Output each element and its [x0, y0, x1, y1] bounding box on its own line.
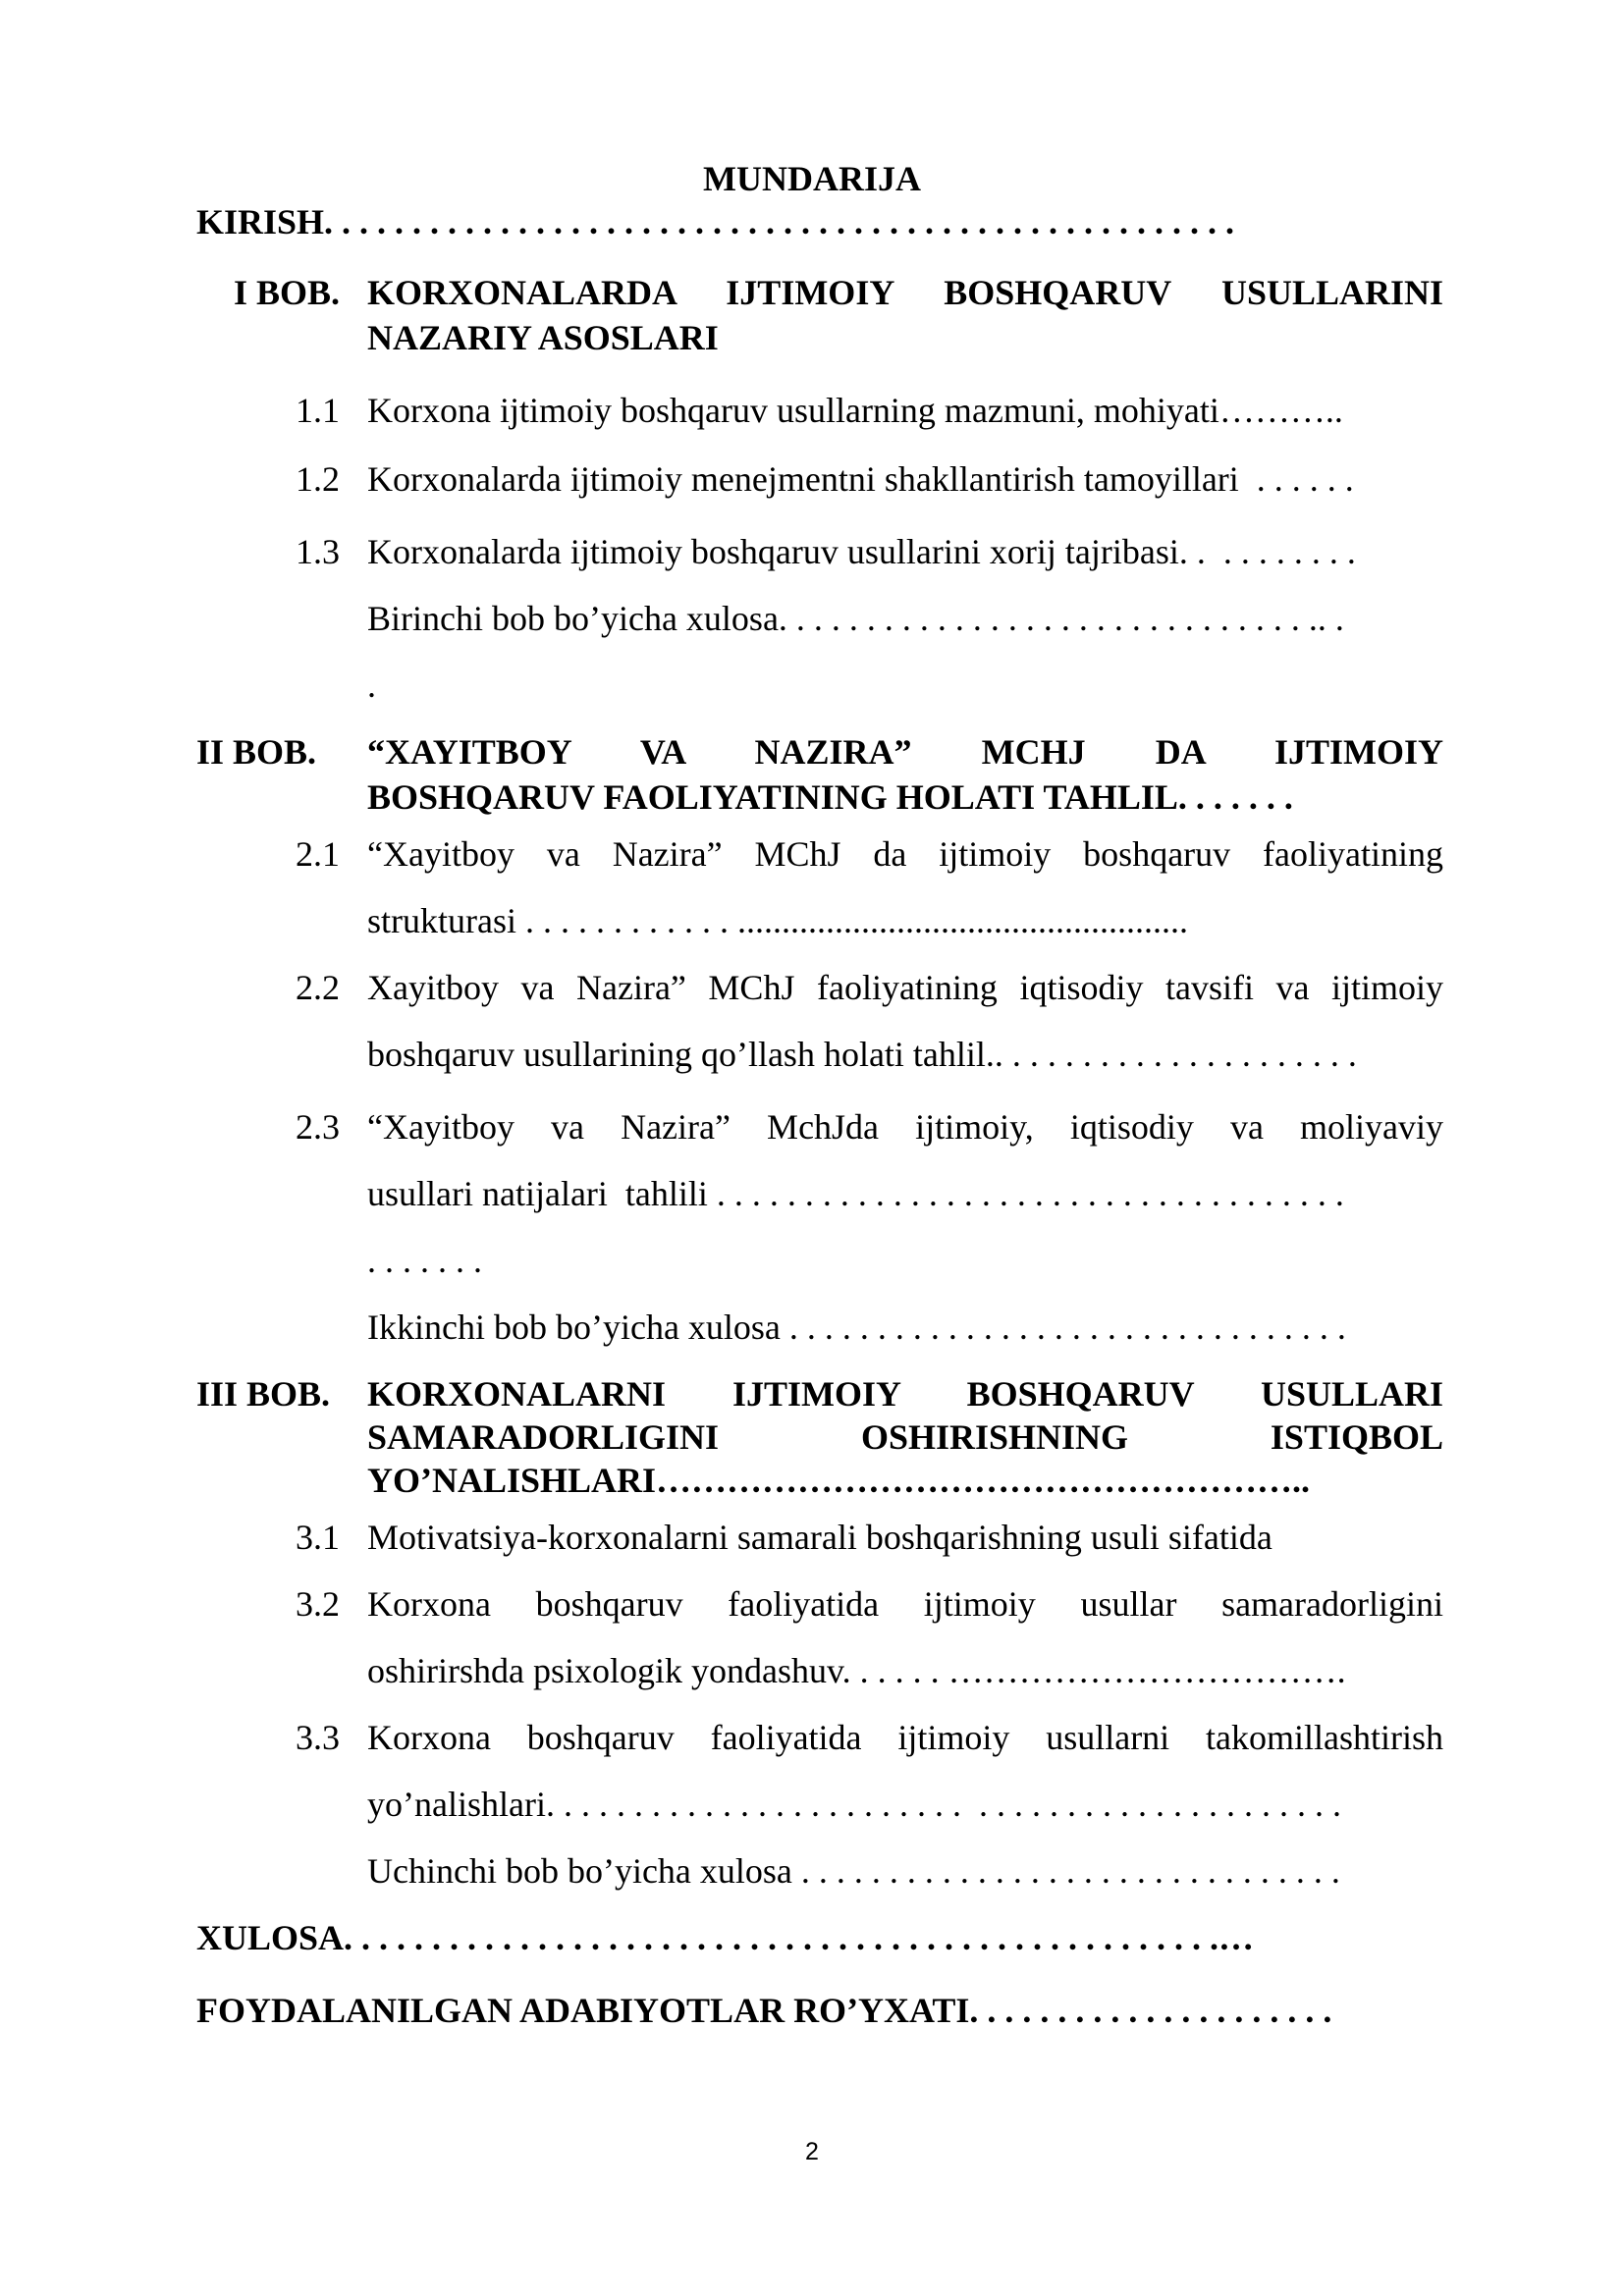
section-1-2-title: Korxonalarda ijtimoiy menejmentni shakllantirish tamoyillari . . . . . . — [367, 459, 1354, 499]
section-3-3-number: 3.3 — [296, 1718, 340, 1757]
chapter-2-title-line1: “XAYITBOY VA NAZIRA” MCHJ DA IJTIMOIY — [367, 732, 1443, 772]
section-2-2-title-line2: boshqaruv usullarining qo’llash holati tahlil.. . . . . . . . . . . . . . . . . . . . . — [367, 1035, 1357, 1074]
section-2-3-number: 2.3 — [296, 1107, 340, 1147]
section-2-2-title-line1: Xayitboy va Nazira” MChJ faoliyatining iqtisodiy tavsifi va ijtimoiy — [367, 968, 1443, 1007]
chapter-3-summary: Uchinchi bob bo’yicha xulosa . . . . . . . . . . . . . . . . . . . . . . . . . . . . . . . — [367, 1851, 1340, 1891]
chapter-3-title-line3: YO’NALISHLARI……………………………………………….. — [367, 1461, 1311, 1500]
section-3-3-title-line1: Korxona boshqaruv faoliyatida ijtimoiy usullarni takomillashtirish — [367, 1718, 1443, 1757]
section-1-1-number: 1.1 — [296, 391, 340, 430]
toc-entry-xulosa: XULOSA. . . . . . . . . . . . . . . . . . . . . . . . . . . . . . . . . . . . . . . . . . . . . . . . . .… — [196, 1918, 1255, 1957]
section-2-1-title-line1: “Xayitboy va Nazira” MChJ da ijtimoiy boshqaruv faoliyatining — [367, 834, 1443, 874]
section-3-2-title-line2: oshirirshda psixologik yondashuv. . . . . . ……………………………. — [367, 1651, 1346, 1690]
section-3-1-title: Motivatsiya-korxonalarni samarali boshqarishning usuli sifatida — [367, 1518, 1272, 1557]
chapter-3-label: III BOB. — [196, 1374, 331, 1414]
toc-entry-references: FOYDALANILGAN ADABIYOTLAR RO’YXATI. . . . . . . . . . . . . . . . . . . . . — [196, 1991, 1332, 2030]
chapter-3-title-line1: KORXONALARNI IJTIMOIY BOSHQARUV USULLARI — [367, 1374, 1443, 1414]
section-1-3-title: Korxonalarda ijtimoiy boshqaruv usullarini xorij tajribasi. . . . . . . . . . — [367, 532, 1356, 571]
section-1-2-number: 1.2 — [296, 459, 340, 499]
toc-entry-kirish: KIRISH. . . . . . . . . . . . . . . . . . . . . . . . . . . . . . . . . . . . . . . . . . . . . . . . . . . . — [196, 202, 1235, 241]
chapter-2-label: II BOB. — [196, 732, 317, 772]
section-2-1-number: 2.1 — [296, 834, 340, 874]
section-2-1-title-line2: strukturasi . . . . . . . . . . . . ................................................... — [367, 901, 1188, 940]
chapter-1-label: I BOB. — [233, 273, 340, 312]
section-2-3-title-line1: “Xayitboy va Nazira” MchJda ijtimoiy, iqtisodiy va moliyaviy — [367, 1107, 1443, 1147]
page-title: MUNDARIJA — [703, 159, 921, 198]
section-2-3-title-line3: . . . . . . . — [367, 1241, 482, 1280]
section-2-2-number: 2.2 — [296, 968, 340, 1007]
page-number: 2 — [805, 2138, 819, 2165]
section-3-2-title-line1: Korxona boshqaruv faoliyatida ijtimoiy usullar samaradorligini — [367, 1584, 1443, 1624]
section-3-3-title-line2: yo’nalishlari. . . . . . . . . . . . . . . . . . . . . . . . . . . . . . . . . . . . . . . . . . . . . — [367, 1785, 1341, 1824]
chapter-1-title-line2: NAZARIY ASOSLARI — [367, 318, 719, 357]
section-3-2-number: 3.2 — [296, 1584, 340, 1624]
chapter-1-summary-continuation: . — [367, 666, 376, 705]
chapter-2-summary: Ikkinchi bob bo’yicha xulosa . . . . . . . . . . . . . . . . . . . . . . . . . . . . . . . . — [367, 1308, 1346, 1347]
chapter-2-title-line2: BOSHQARUV FAOLIYATINING HOLATI TAHLIL. . . . . . . — [367, 777, 1293, 817]
chapter-1-title-line1: KORXONALARDA IJTIMOIY BOSHQARUV USULLARINI — [367, 273, 1443, 312]
chapter-1-summary: Birinchi bob bo’yicha xulosa. . . . . . . . . . . . . . . . . . . . . . . . . . . . . . .. . — [367, 599, 1344, 638]
section-2-3-title-line2: usullari natijalari tahlili . . . . . . . . . . . . . . . . . . . . . . . . . . . . . . . . . . . . — [367, 1174, 1344, 1213]
chapter-3-title-line2: SAMARADORLIGINI OSHIRISHNING ISTIQBOL — [367, 1417, 1443, 1457]
section-1-3-number: 1.3 — [296, 532, 340, 571]
section-1-1-title: Korxona ijtimoiy boshqaruv usullarning mazmuni, mohiyati……….. — [367, 391, 1343, 430]
section-3-1-number: 3.1 — [296, 1518, 340, 1557]
